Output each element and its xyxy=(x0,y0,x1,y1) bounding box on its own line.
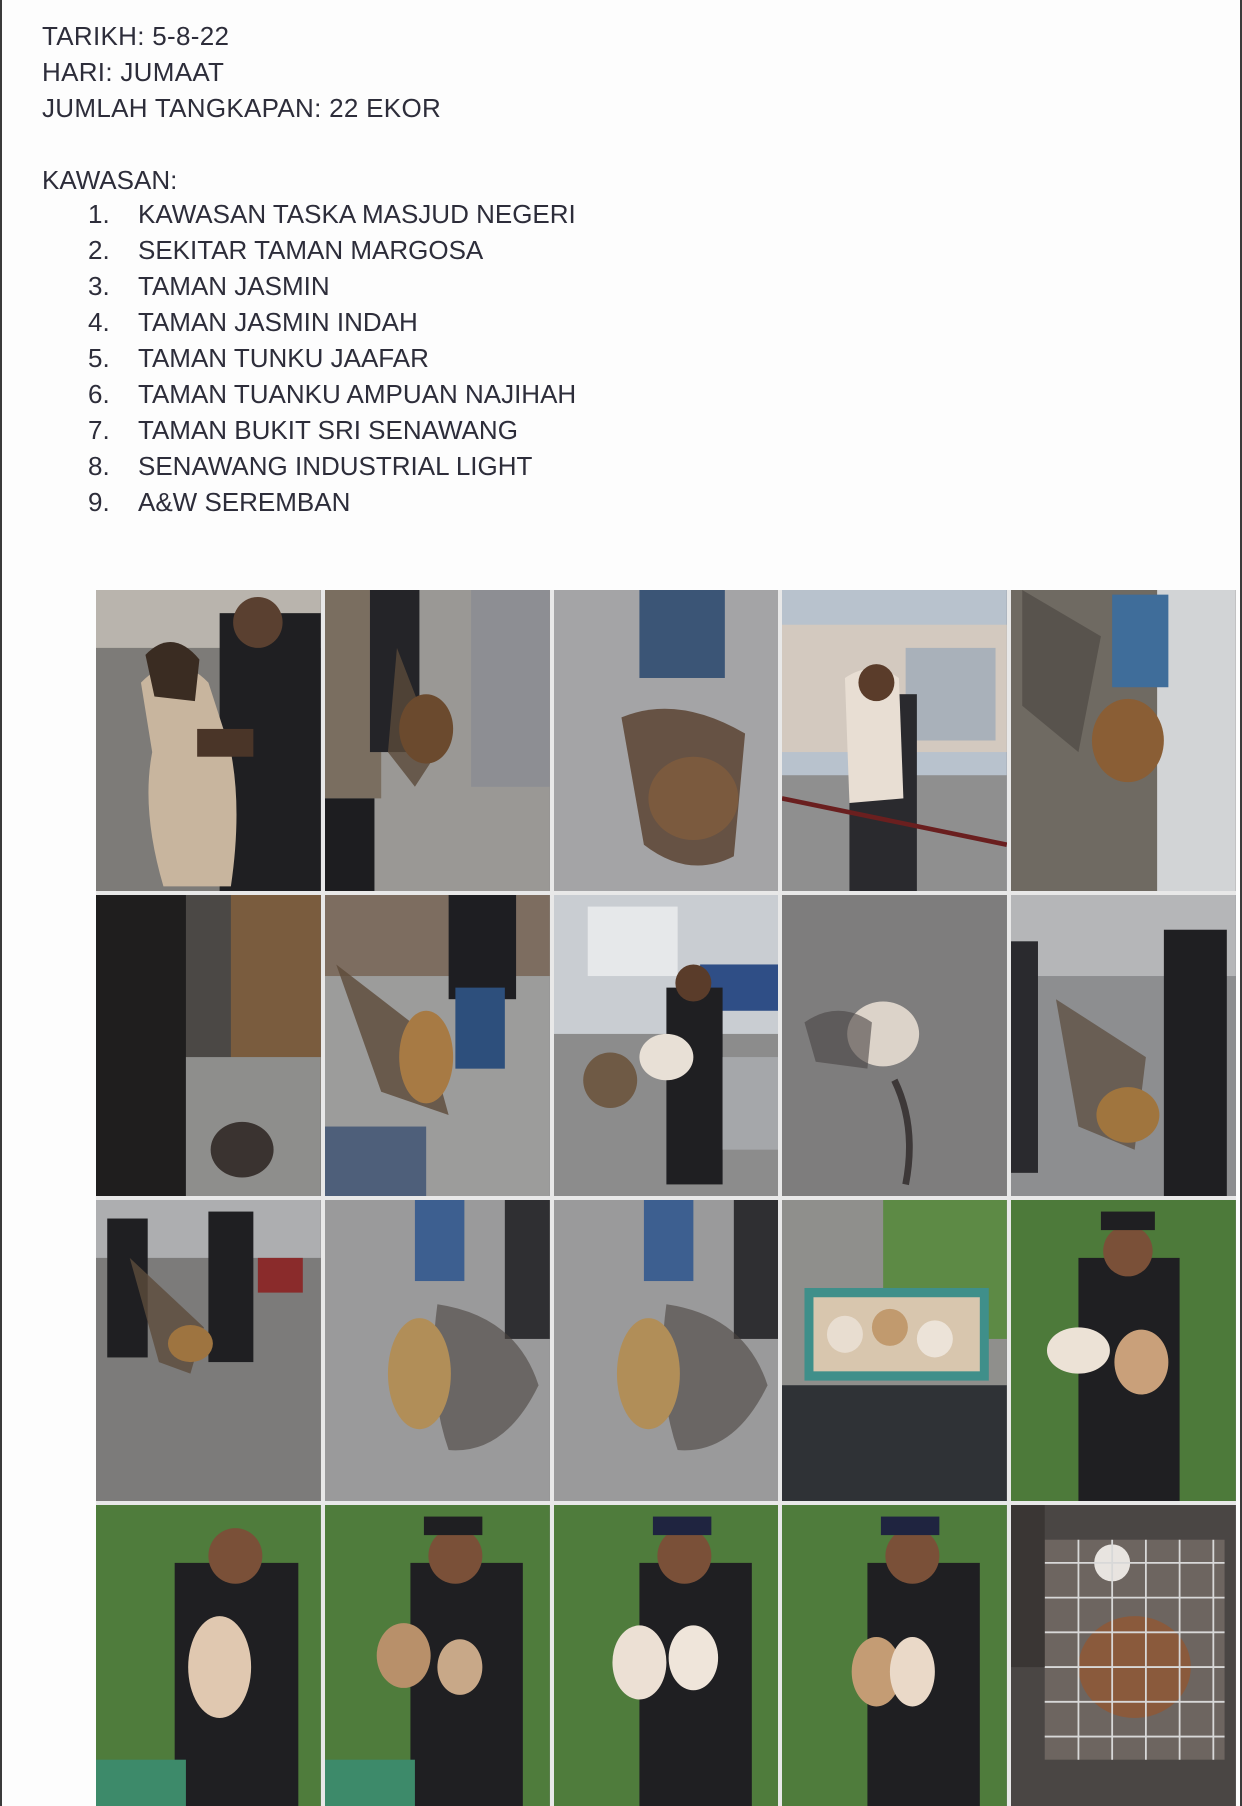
photo-man-with-puppy-3 xyxy=(554,1505,779,1806)
photo-lifting-dog-net xyxy=(325,895,550,1196)
photo-man-with-puppy-4 xyxy=(782,1505,1007,1806)
total-catch-line: JUMLAH TANGKAPAN: 22 EKOR xyxy=(42,93,442,123)
date-line: TARIKH: 5-8-22 xyxy=(42,21,230,51)
list-item: 3. TAMAN JASMIN xyxy=(88,271,330,301)
photo-net-by-wall xyxy=(1011,590,1236,891)
photo-dog-in-net-2 xyxy=(554,1200,779,1501)
photo-grid xyxy=(96,590,1236,1806)
photo-dark-doorway xyxy=(96,895,321,1196)
area-title: KAWASAN: xyxy=(42,165,178,195)
photo-two-men-with-net xyxy=(96,1200,321,1501)
photo-net-on-ground xyxy=(554,590,779,891)
photo-man-holding-dog xyxy=(96,590,321,891)
photo-dog-in-net-1 xyxy=(325,1200,550,1501)
report-header xyxy=(42,18,441,126)
photo-man-with-puppy-2 xyxy=(325,1505,550,1806)
list-item: 9. A&W SEREMBAN xyxy=(88,487,351,517)
photo-dog-in-net-street xyxy=(325,590,550,891)
day-line: HARI: JUMAAT xyxy=(42,57,225,87)
list-item: 2. SEKITAR TAMAN MARGOSA xyxy=(88,235,484,265)
photo-man-holding-two-puppies xyxy=(1011,1200,1236,1501)
list-item: 6. TAMAN TUANKU AMPUAN NAJIHAH xyxy=(88,379,577,409)
photo-team-with-puppies xyxy=(554,895,779,1196)
photo-dog-on-road xyxy=(782,895,1007,1196)
list-item: 7. TAMAN BUKIT SRI SENAWANG xyxy=(88,415,518,445)
list-item: 1. KAWASAN TASKA MASJUD NEGERI xyxy=(88,199,576,229)
list-item: 8. SENAWANG INDUSTRIAL LIGHT xyxy=(88,451,533,481)
photo-carrying-net xyxy=(1011,895,1236,1196)
list-item: 4. TAMAN JASMIN INDAH xyxy=(88,307,418,337)
list-item: 5. TAMAN TUNKU JAAFAR xyxy=(88,343,429,373)
area-list xyxy=(88,196,576,520)
photo-man-with-puppy-1 xyxy=(96,1505,321,1806)
photo-man-holding-puppy-street xyxy=(782,590,1007,891)
photo-cage-with-dogs xyxy=(1011,1505,1236,1806)
photo-puppies-in-crate xyxy=(782,1200,1007,1501)
